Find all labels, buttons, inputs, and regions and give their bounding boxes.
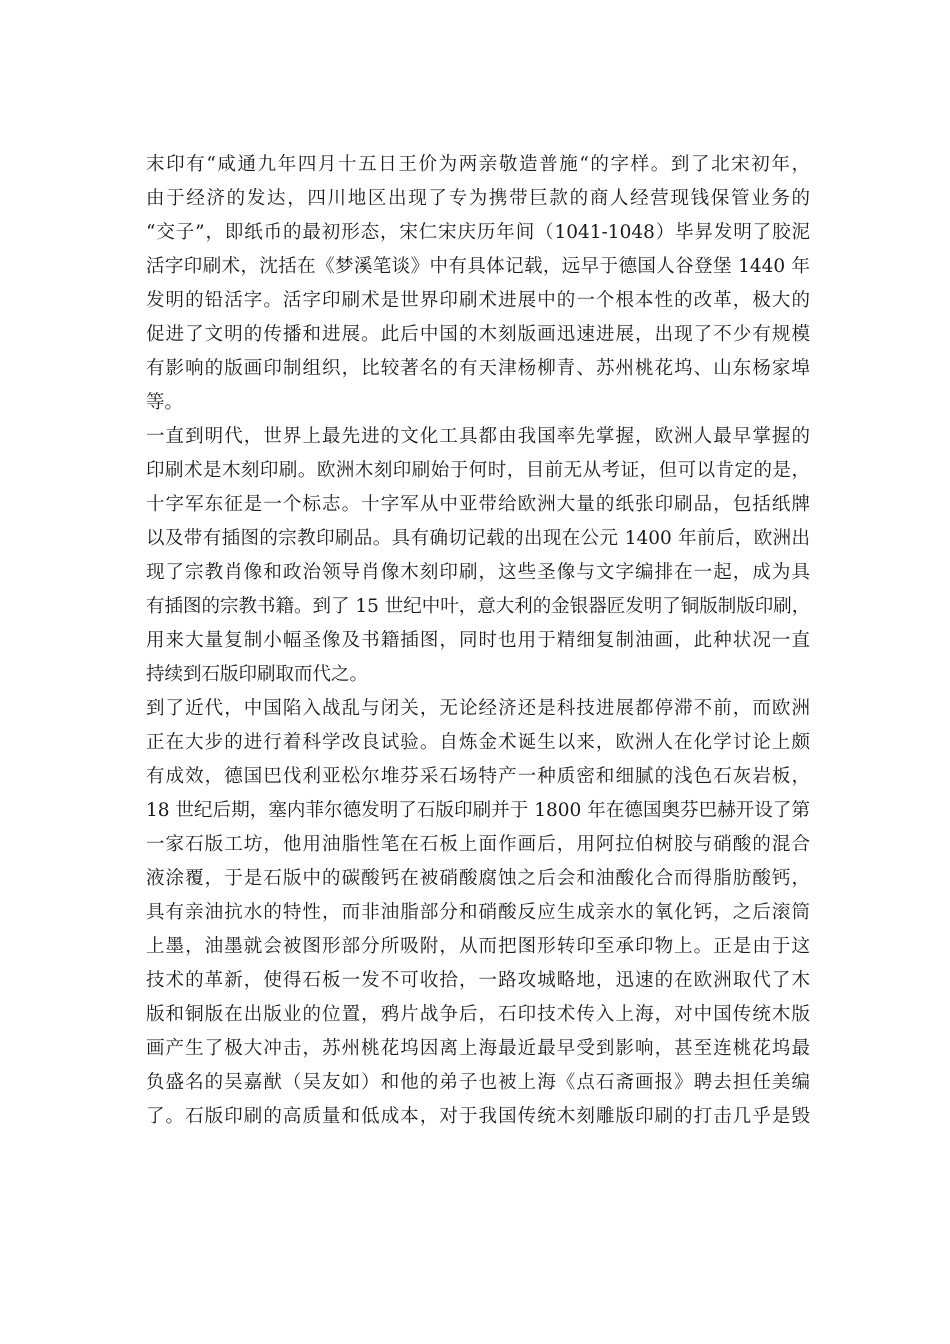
text-line: 印刷术是木刻印刷。欧洲木刻印刷始于何时，目前无从考证，但可以肯定的是， bbox=[146, 460, 810, 481]
text-line: 负盛名的吴嘉猷（吴友如）和他的弟子也被上海《点石斋画报》聘去担任美编 bbox=[146, 1072, 810, 1093]
text-line: 了。石版印刷的高质量和低成本，对于我国传统木刻雕版印刷的打击几乎是毁 bbox=[146, 1106, 810, 1127]
text-line: 末印有“咸通九年四月十五日王价为两亲敬造普施“的字样。到了北宋初年， bbox=[146, 154, 810, 175]
document-body bbox=[146, 148, 810, 1134]
text-line: 正在大步的进行着科学改良试验。自炼金术诞生以来，欧洲人在化学讨论上颇 bbox=[146, 732, 810, 753]
text-line: 促进了文明的传播和进展。此后中国的木刻版画迅速进展，出现了不少有规模 bbox=[146, 324, 810, 345]
text-line: 有成效，德国巴伐利亚松尔堆芬采石场特产一种质密和细腻的浅色石灰岩板， bbox=[146, 766, 810, 787]
text-line: 发明的铅活字。活字印刷术是世界印刷术进展中的一个根本性的改革，极大的 bbox=[146, 290, 810, 311]
text-line: 由于经济的发达，四川地区出现了专为携带巨款的商人经营现钱保管业务的 bbox=[146, 188, 810, 209]
text-line: 上墨，油墨就会被图形部分所吸附，从而把图形转印至承印物上。正是由于这 bbox=[146, 936, 810, 957]
text-line: 到了近代，中国陷入战乱与闭关，无论经济还是科技进展都停滞不前，而欧洲 bbox=[146, 698, 810, 719]
text-line: 一直到明代，世界上最先进的文化工具都由我国率先掌握，欧洲人最早掌握的 bbox=[146, 426, 810, 447]
text-line: 用来大量复制小幅圣像及书籍插图，同时也用于精细复制油画，此种状况一直 bbox=[146, 630, 810, 651]
text-line: 技术的革新，使得石板一发不可收拾，一路攻城略地，迅速的在欧洲取代了木 bbox=[146, 970, 810, 991]
paragraph-2 bbox=[146, 420, 810, 692]
text-line: 等。 bbox=[146, 392, 184, 413]
text-line: “交子”，即纸币的最初形态，宋仁宋庆历年间（1041-1048）毕昇发明了胶泥 bbox=[146, 222, 810, 243]
text-line: 版和铜版在出版业的位置，鸦片战争后，石印技术传入上海，对中国传统木版 bbox=[146, 1004, 810, 1025]
text-line: 活字印刷术，沈括在《梦溪笔谈》中有具体记载，远早于德国人谷登堡 1440 年 bbox=[146, 256, 810, 277]
text-line: 18 世纪后期，塞内菲尔德发明了石版印刷并于 1800 年在德国奥芬巴赫开设了第 bbox=[146, 800, 810, 821]
text-line: 以及带有插图的宗教印刷品。具有确切记载的出现在公元 1400 年前后，欧洲出 bbox=[146, 528, 810, 549]
text-line: 十字军东征是一个标志。十字军从中亚带给欧洲大量的纸张印刷品，包括纸牌 bbox=[146, 494, 810, 515]
text-line: 具有亲油抗水的特性，而非油脂部分和硝酸反应生成亲水的氧化钙，之后滚筒 bbox=[146, 902, 810, 923]
text-line: 有插图的宗教书籍。到了 15 世纪中叶，意大利的金银器匠发明了铜版制版印刷， bbox=[146, 596, 811, 617]
paragraph-1 bbox=[146, 148, 810, 420]
text-line: 持续到石版印刷取而代之。 bbox=[146, 664, 369, 685]
paragraph-3 bbox=[146, 692, 810, 1134]
text-line: 一家石版工坊，他用油脂性笔在石板上面作画后，用阿拉伯树胶与硝酸的混合 bbox=[146, 834, 810, 855]
text-line: 液涂覆，于是石版中的碳酸钙在被硝酸腐蚀之后会和油酸化合而得脂肪酸钙， bbox=[146, 868, 810, 889]
text-line: 有影响的版画印制组织，比较著名的有天津杨柳青、苏州桃花坞、山东杨家埠 bbox=[146, 358, 810, 379]
text-line: 现了宗教肖像和政治领导肖像木刻印刷，这些圣像与文字编排在一起，成为具 bbox=[146, 562, 810, 583]
text-line: 画产生了极大冲击，苏州桃花坞因离上海最近最早受到影响，甚至连桃花坞最 bbox=[146, 1038, 810, 1059]
